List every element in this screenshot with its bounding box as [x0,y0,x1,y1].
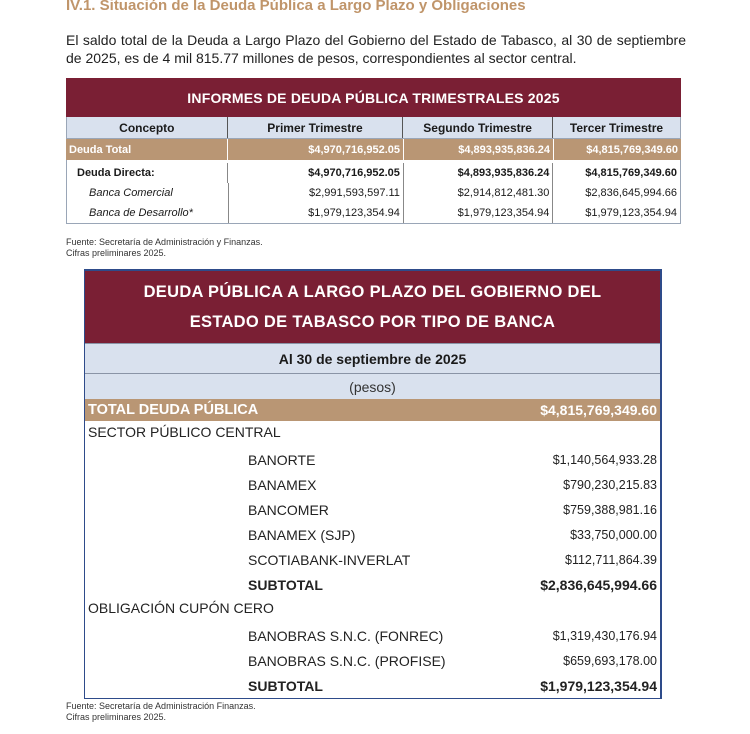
table1-source [66,237,263,259]
row-value-q2: $2,914,812,481.30 [403,183,553,203]
list-item [85,497,660,522]
preliminary-note: Cifras preliminares 2025. [66,712,167,722]
subtotal-value: $2,836,645,994.66 [540,576,657,593]
source-text: Fuente: Secretaría de Administración Finanzas. [66,701,256,711]
total-debt-row [66,139,681,160]
row-value-q1: $1,979,123,354.94 [228,203,403,223]
list-item [85,472,660,497]
bank-value: $790,230,215.83 [563,477,657,492]
header-concepto: Concepto [119,120,175,135]
list-item [85,522,660,547]
total-q1: $4,970,716,952.05 [227,139,403,160]
row-label: Deuda Directa: [77,167,155,179]
total-debt-row [85,399,660,421]
header-q1: Primer Trimestre [227,117,403,138]
source-text: Fuente: Secretaría de Administración y Finanzas. [66,237,263,247]
total-q2: $4,893,935,836.24 [403,139,553,160]
bank-name: BANCOMER [248,501,329,518]
units-label: (pesos) [85,374,660,399]
bank-name: BANOBRAS S.N.C. (FONREC) [248,627,444,644]
preliminary-note: Cifras preliminares 2025. [66,248,167,258]
header-q3: Tercer Trimestre [552,117,680,138]
row-value-q3: $1,979,123,354.94 [552,203,680,223]
table-row [67,183,680,203]
total-label: Deuda Total [69,143,132,156]
table2-source [66,701,256,723]
bank-value: $33,750,000.00 [570,527,657,542]
bank-value: $112,711,864.39 [565,552,657,567]
bank-name: BANAMEX (SJP) [248,526,356,543]
row-label: Banca Comercial [89,187,173,199]
list-item [85,547,660,572]
row-value-q1: $2,991,593,597.11 [228,183,403,203]
bank-name: BANOBRAS S.N.C. (PROFISE) [248,652,446,669]
list-item [85,648,660,673]
subtotal-row [85,673,660,698]
row-value-q2: $1,979,123,354.94 [403,203,553,223]
row-value-q1: $4,970,716,952.05 [227,163,402,183]
section-cupon-cero: OBLIGACIÓN CUPÓN CERO [88,600,274,616]
row-value-q3: $4,815,769,349.60 [552,163,680,183]
total-label: TOTAL DEUDA PÚBLICA [88,402,259,418]
total-value: $4,815,769,349.60 [540,402,657,418]
title-line-1: DEUDA PÚBLICA A LARGO PLAZO DEL GOBIERNO DEL [143,283,602,301]
subtotal-value: $1,979,123,354.94 [540,677,657,694]
table-row [67,203,680,223]
section-heading: IV.1. Situación de la Deuda Pública a Largo Plazo y Obligaciones [66,0,526,14]
bank-value: $1,140,564,933.28 [552,452,657,467]
bank-debt-table [84,269,662,699]
bank-value: $659,693,178.00 [563,653,657,668]
quarterly-table-title: INFORMES DE DEUDA PÚBLICA TRIMESTRALES 2025 [66,78,681,117]
title-line-2: ESTADO DE TABASCO POR TIPO DE BANCA [189,313,556,331]
row-value-q3: $2,836,645,994.66 [552,183,680,203]
header-q2: Segundo Trimestre [402,117,552,138]
subtotal-label: SUBTOTAL [248,677,323,694]
row-value-q2: $4,893,935,836.24 [403,163,553,183]
bank-name: SCOTIABANK-INVERLAT [248,551,411,568]
bank-table-title [85,271,660,343]
subtotal-label: SUBTOTAL [248,576,323,593]
date-header: Al 30 de septiembre de 2025 [85,343,660,374]
list-item [85,623,660,648]
subtotal-row [85,572,660,597]
section-sector-central: SECTOR PÚBLICO CENTRAL [88,424,281,440]
total-q3: $4,815,769,349.60 [553,139,681,160]
row-label: Banca de Desarrollo* [89,207,193,219]
bank-value: $1,319,430,176.94 [552,628,657,643]
quarterly-debt-table [66,78,681,224]
quarterly-table-header [66,117,681,139]
bank-name: BANAMEX [248,476,317,493]
bank-name: BANORTE [248,451,316,468]
bank-value: $759,388,981.16 [563,502,657,517]
list-item [85,447,660,472]
table-row [67,163,680,183]
intro-paragraph: El saldo total de la Deuda a Largo Plazo del Gobierno del Estado de Tabasco, al 30 de septiembre de 2025, es de 4 mil 815.77 millones de pesos, correspondientes al sector central. [66,32,686,66]
